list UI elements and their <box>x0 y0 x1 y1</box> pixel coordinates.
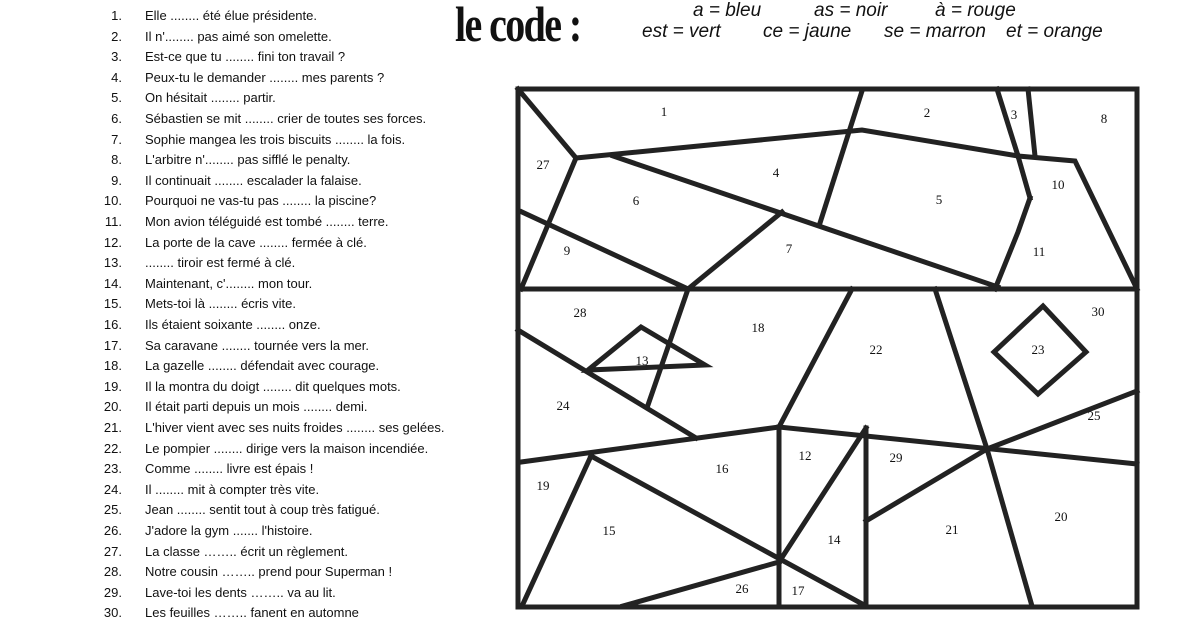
sentence-text: Jean ........ sentit tout à coup très fatigué. <box>145 502 380 518</box>
sentence-number: 22. <box>103 440 122 456</box>
sentence-text: Sa caravane ........ tournée vers la mer. <box>145 337 369 353</box>
sentence-text: Lave-toi les dents …….. va au lit. <box>145 584 336 600</box>
region-label-28: 28 <box>573 305 587 320</box>
region-label-13: 13 <box>635 353 649 368</box>
legend-orange: et = orange <box>1006 21 1103 42</box>
sentence-text: Mon avion téléguidé est tombé ........ terre. <box>145 214 389 229</box>
sentence-text: J'adore la gym ....... l'histoire. <box>145 523 313 538</box>
code-title: le code : <box>455 0 581 52</box>
sentence-text: L'arbitre n'........ pas sifflé le penalty. <box>145 152 351 168</box>
region-label-12: 12 <box>798 448 812 463</box>
sentence-number: 8. <box>111 152 122 168</box>
region-label-17: 17 <box>791 583 805 598</box>
sentence-number: 10. <box>103 193 122 209</box>
legend-marron: se = marron <box>884 21 986 42</box>
sentence-number: 3. <box>111 49 122 65</box>
sentence-number: 20. <box>103 399 122 415</box>
sentence-number: 25. <box>103 502 122 518</box>
sentence-text: Notre cousin …….. prend pour Superman ! <box>145 564 393 580</box>
sentence-number: 30. <box>103 605 122 621</box>
region-label-19: 19 <box>536 478 550 493</box>
region-label-7: 7 <box>785 241 793 256</box>
sentence-text: Ils étaient soixante ........ onze. <box>145 317 321 332</box>
sentence-number: 23. <box>103 461 122 477</box>
sentence-text: Sébastien se mit ........ crier de toutes ses forces. <box>145 111 427 126</box>
sentence-number: 1. <box>111 8 122 23</box>
sentence-number: 27. <box>103 543 122 559</box>
sentence-number: 4. <box>111 69 122 85</box>
sentence-number: 5. <box>111 90 122 106</box>
sentence-text: Le pompier ........ dirige vers la maison incendiée. <box>145 440 429 456</box>
sentence-number: 21. <box>103 420 122 435</box>
sentence-number: 9. <box>111 172 122 188</box>
region-label-30: 30 <box>1091 304 1105 319</box>
legend-noir: as = noir <box>814 0 888 21</box>
sentence-number: 13. <box>103 255 122 271</box>
sentence-text: Maintenant, c'........ mon tour. <box>145 275 313 291</box>
sentence-number: 19. <box>103 378 122 394</box>
region-label-9: 9 <box>563 243 571 258</box>
region-label-23: 23 <box>1031 342 1045 357</box>
region-label-26: 26 <box>735 581 749 596</box>
sentence-text: Les feuilles …….. fanent en automne <box>145 605 359 621</box>
sentence-number: 15. <box>103 296 122 312</box>
region-label-14: 14 <box>827 532 841 547</box>
sentence-number: 6. <box>111 111 122 126</box>
region-label-21: 21 <box>945 522 959 537</box>
sentence-text: Peux-tu le demander ........ mes parents ? <box>145 69 385 85</box>
sentence-number: 18. <box>103 358 122 374</box>
sentence-text: Sophie mangea les trois biscuits ........ la fois. <box>145 131 406 147</box>
sentence-number: 16. <box>103 317 122 332</box>
region-label-25: 25 <box>1087 408 1101 423</box>
sentence-text: Il la montra du doigt ........ dit quelques mots. <box>145 378 401 394</box>
sentence-number: 17. <box>103 337 122 353</box>
region-label-20: 20 <box>1054 509 1068 524</box>
region-label-22: 22 <box>869 342 883 357</box>
sentence-number: 26. <box>103 523 122 538</box>
sentence-text: La gazelle ........ défendait avec courage. <box>145 358 380 374</box>
sentence-text: Il ........ mit à compter très vite. <box>145 481 320 497</box>
legend-bleu: a = bleu <box>693 0 762 21</box>
region-label-27: 27 <box>536 157 550 172</box>
region-label-11: 11 <box>1032 244 1046 259</box>
region-label-3: 3 <box>1010 107 1018 122</box>
sentence-text: L'hiver vient avec ses nuits froides ........ ses gelées. <box>145 420 445 435</box>
region-label-8: 8 <box>1100 111 1108 126</box>
region-label-16: 16 <box>715 461 729 476</box>
sentence-number: 29. <box>103 584 122 600</box>
sentence-text: Elle ........ été élue présidente. <box>145 8 317 23</box>
region-label-6: 6 <box>632 193 640 208</box>
region-label-5: 5 <box>935 192 943 207</box>
sentence-text: On hésitait ........ partir. <box>145 90 276 106</box>
region-label-10: 10 <box>1051 177 1065 192</box>
region-label-18: 18 <box>751 320 765 335</box>
sentence-text: Il continuait ........ escalader la falaise. <box>145 172 362 188</box>
legend-rouge: à = rouge <box>935 0 1016 21</box>
sentence-text: Pourquoi ne vas-tu pas ........ la piscine? <box>145 193 377 209</box>
sentence-number: 14. <box>103 275 122 291</box>
region-label-24: 24 <box>556 398 570 413</box>
sentence-text: Comme ........ livre est épais ! <box>145 461 314 477</box>
region-label-15: 15 <box>602 523 616 538</box>
sentence-text: La porte de la cave ........ fermée à clé. <box>145 234 367 250</box>
region-label-1: 1 <box>660 104 668 119</box>
sentence-text: Il n'........ pas aimé son omelette. <box>145 28 332 44</box>
region-label-4: 4 <box>772 165 780 180</box>
region-label-29: 29 <box>889 450 903 465</box>
sentence-number: 28. <box>103 564 122 580</box>
sentence-text: Est-ce que tu ........ fini ton travail ? <box>145 49 346 65</box>
sentence-number: 24. <box>103 481 122 497</box>
sentence-number: 12. <box>103 234 122 250</box>
sentence-text: Mets-toi là ........ écris vite. <box>145 296 296 312</box>
sentence-text: La classe …….. écrit un règlement. <box>145 543 349 559</box>
sentence-text: ........ tiroir est fermé à clé. <box>145 255 296 271</box>
sentence-text: Il était parti depuis un mois ........ demi. <box>145 399 368 415</box>
sentence-number: 7. <box>111 131 122 147</box>
region-label-2: 2 <box>923 105 931 120</box>
legend-vert: est = vert <box>642 21 721 42</box>
sentence-number: 2. <box>111 28 122 44</box>
sentence-number: 11. <box>104 214 122 229</box>
legend-jaune: ce = jaune <box>763 21 852 42</box>
